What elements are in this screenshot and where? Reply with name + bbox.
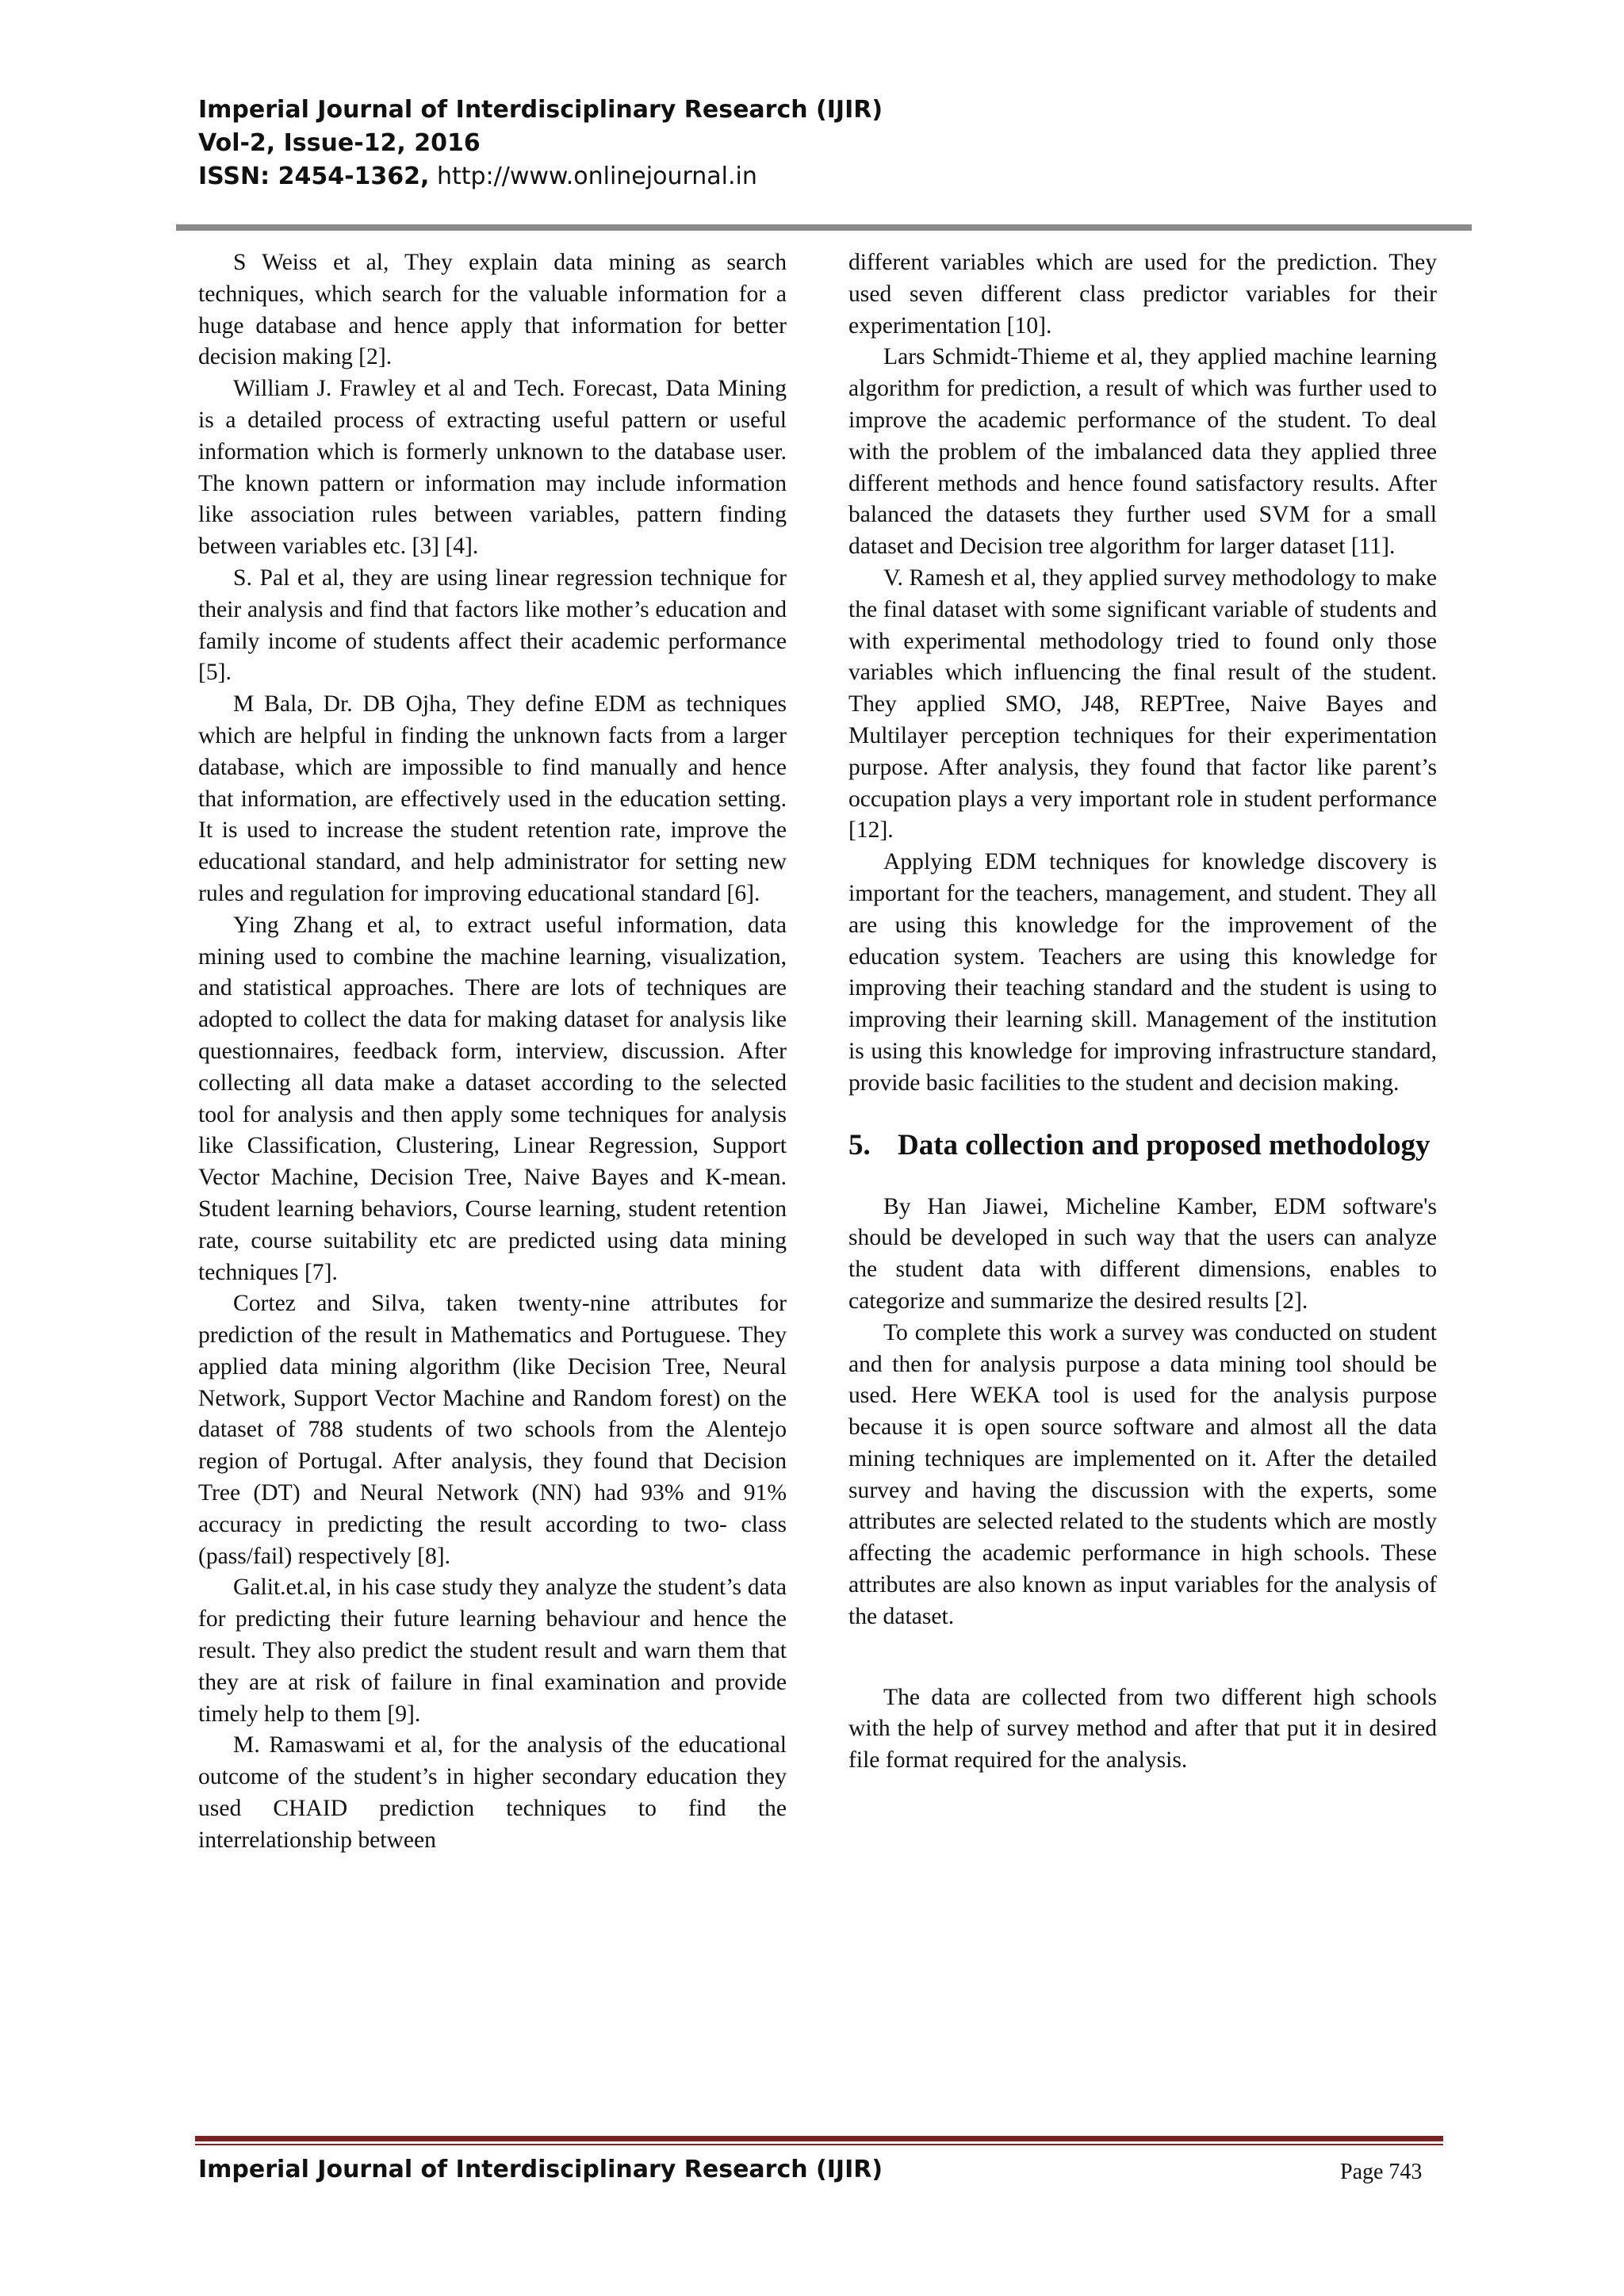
issn: ISSN: 2454-1362, <box>198 163 430 190</box>
journal-url[interactable]: http://www.onlinejournal.in <box>429 163 757 190</box>
spacer <box>848 1633 1437 1682</box>
paragraph: The data are collected from two different high schools with the help of survey method and after that put it in desired file format required for the analysis. <box>848 1684 1437 1774</box>
page-header <box>198 94 883 193</box>
paragraph: different variables which are used for the prediction. They used seven different class predictor variables for their experimentation [10]. <box>848 250 1437 339</box>
right-column <box>848 247 1437 1777</box>
header-rule <box>176 224 1472 231</box>
section-title: Data collection and proposed methodology <box>898 1128 1431 1161</box>
paragraph: By Han Jiawei, Micheline Kamber, EDM software's should be developed in such way that the users can analyze the student data with different dimensions, enables to categorize and summarize the desired results [2]. <box>848 1193 1437 1314</box>
volume-issue: Vol-2, Issue-12, 2016 <box>198 129 481 157</box>
paragraph: S. Pal et al, they are using linear regression technique for their analysis and find that factors like mother’s education and family income of students affect their academic performance [5]. <box>198 564 787 686</box>
left-column <box>198 247 787 1857</box>
paragraph: M. Ramaswami et al, for the analysis of the educational outcome of the student’s in higher secondary education they used CHAID prediction techniques to find the interrelationship between <box>198 1732 787 1853</box>
footer-rule <box>195 2136 1443 2141</box>
paragraph: S Weiss et al, They explain data mining as search techniques, which search for the valuable information for a huge database and hence apply that information for better decision making [2]. <box>198 250 787 370</box>
section-heading <box>848 1126 1437 1165</box>
section-number: 5. <box>848 1128 871 1161</box>
paragraph: To complete this work a survey was conducted on student and then for analysis purpose a data mining tool should be used. Here WEKA tool is used for the analysis purpose because it is open source software and almost all the data mining techniques are implemented on it. After the detailed survey and having the discussion with the experts, some attributes are selected related to the students which are mostly affecting the academic performance in high schools. These attributes are also known as input variables for the analysis of the dataset. <box>848 1319 1437 1629</box>
paragraph: Ying Zhang et al, to extract useful information, data mining used to combine the machine learning, visualization, and statistical approaches. There are lots of techniques are adopted to collect the data for making dataset for analysis like questionnaires, feedback form, interview, discussion. After collecting all data make a dataset according to the selected tool for analysis and then apply some techniques for analysis like Classification, Clustering, Linear Regression, Support Vector Machine, Decision Tree, Naive Bayes and K-mean. Student learning behaviors, Course learning, student retention rate, course suitability etc are predicted using data mining techniques [7]. <box>198 912 787 1285</box>
paragraph: Applying EDM techniques for knowledge discovery is important for the teachers, management, and student. They all are using this knowledge for the improvement of the education system. Teachers are using this knowledge for improving their teaching standard and the student is using to improving their learning skill. Management of the institution is using this knowledge for improving infrastructure standard, provide basic facilities to the student and decision making. <box>848 849 1437 1096</box>
paragraph: M Bala, Dr. DB Ojha, They define EDM as techniques which are helpful in finding the unknown facts from a larger database, which are impossible to find manually and hence that information, are effectively used in the education setting. It is used to increase the student retention rate, improve the educational standard, and help administrator for setting new rules and regulation for improving educational standard [6]. <box>198 691 787 906</box>
footer-journal-title: Imperial Journal of Interdisciplinary Research (IJIR) <box>198 2156 883 2183</box>
paragraph: Cortez and Silva, taken twenty-nine attributes for prediction of the result in Mathematics and Portuguese. They applied data mining algorithm (like Decision Tree, Neural Network, Support Vector Machine and Random forest) on the dataset of 788 students of two schools from the Alentejo region of Portugal. After analysis, they found that Decision Tree (DT) and Neural Network (NN) had 93% and 91% accuracy in predicting the result according to two- class (pass/fail) respectively [8]. <box>198 1291 787 1569</box>
paragraph: Galit.et.al, in his case study they analyze the student’s data for predicting their future learning behaviour and hence the result. They also predict the student result and warn them that they are at risk of failure in final examination and provide timely help to them [9]. <box>198 1575 787 1727</box>
footer-rule-thin <box>195 2144 1443 2145</box>
issn-line <box>198 160 883 193</box>
page-number: Page 743 <box>1340 2160 1423 2184</box>
paragraph: William J. Frawley et al and Tech. Forecast, Data Mining is a detailed process of extracting useful pattern or useful information which is formerly unknown to the database user. The known pattern or information may include information like association rules between variables, pattern finding between variables etc. [3] [4]. <box>198 376 787 560</box>
paragraph: V. Ramesh et al, they applied survey methodology to make the final dataset with some significant variable of students and with experimental methodology tried to found only those variables which influencing the final result of the student. They applied SMO, J48, REPTree, Naive Bayes and Multilayer perception techniques for their experimentation purpose. After analysis, they found that factor like parent’s occupation plays a very important role in student performance [12]. <box>848 564 1437 844</box>
paragraph: Lars Schmidt-Thieme et al, they applied machine learning algorithm for prediction, a result of which was further used to improve the academic performance of the student. To deal with the problem of the imbalanced data they applied three different methods and hence found satisfactory results. After balanced the datasets they further used SVM for a small dataset and Decision tree algorithm for larger dataset [11]. <box>848 344 1437 560</box>
journal-title: Imperial Journal of Interdisciplinary Research (IJIR) <box>198 96 883 124</box>
